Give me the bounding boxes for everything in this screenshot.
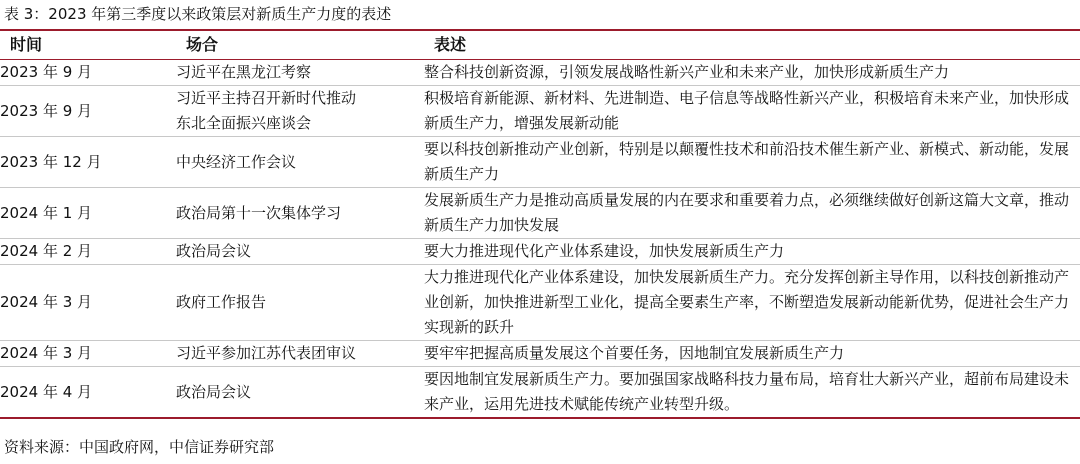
table-header [0,31,1080,60]
cell-desc: 发展新质生产力是推动高质量发展的内在要求和重要着力点，必须继续做好创新这篇大文章，推动新质生产力加快发展 [424,191,1070,234]
cell-place: 政治局会议 [176,382,252,401]
header-time: 时间 [10,35,43,54]
table-row [0,367,1080,419]
cell-time: 2024 年 2 月 [0,242,93,260]
header-desc: 表述 [434,35,467,54]
cell-place: 政府工作报告 [176,293,267,311]
table-row [0,60,1080,86]
cell-time: 2023 年 12 月 [0,152,102,171]
cell-desc: 积极培育新能源、新材料、先进制造、电子信息等战略性新兴产业，积极培育未来产业，加快形成新质生产力，增强发展新动能 [424,89,1070,132]
cell-time: 2023 年 9 月 [0,63,93,81]
cell-desc: 要牢牢把握高质量发展这个首要任务，因地制宜发展新质生产力 [424,344,845,362]
source-note: 资料来源：中国政府网，中信证券研究部 [4,438,275,456]
table-row [0,86,1080,137]
table-row [0,341,1080,367]
cell-place: 习近平参加江苏代表团审议 [176,344,357,362]
header-place: 场合 [186,35,219,54]
cell-desc: 大力推进现代化产业体系建设，加快发展新质生产力。充分发挥创新主导作用，以科技创新推动产业创新，加快推进新型工业化，提高全要素生产率，不断塑造发展新动能新优势，促进社会生产力实现新的跃升 [424,268,1070,336]
cell-place: 政治局第十一次集体学习 [176,203,342,222]
table-row [0,188,1080,239]
cell-time: 2024 年 3 月 [0,344,93,362]
cell-place: 中央经济工作会议 [176,152,297,171]
cell-place: 习近平主持召开新时代推动 东北全面振兴座谈会 [176,89,357,132]
cell-desc: 要因地制宜发展新质生产力。要加强国家战略科技力量布局，培育壮大新兴产业，超前布局建设未来产业，运用先进技术赋能传统产业转型升级。 [424,370,1070,413]
cell-time: 2024 年 1 月 [0,203,93,222]
cell-place: 政治局会议 [176,242,252,260]
policy-table [0,60,1080,419]
cell-time: 2024 年 3 月 [0,293,93,311]
table-caption: 表 3：2023 年第三季度以来政策层对新质生产力度的表述 [4,5,392,23]
cell-desc: 要大力推进现代化产业体系建设，加快发展新质生产力 [424,242,785,260]
table-row [0,265,1080,341]
cell-desc: 整合科技创新资源，引领发展战略性新兴产业和未来产业，加快形成新质生产力 [424,63,950,81]
cell-time: 2023 年 9 月 [0,101,93,120]
table-row [0,239,1080,265]
cell-desc: 要以科技创新推动产业创新，特别是以颠覆性技术和前沿技术催生新产业、新模式、新动能，发展新质生产力 [424,140,1070,183]
table-row [0,137,1080,188]
cell-time: 2024 年 4 月 [0,382,93,401]
cell-place: 习近平在黑龙江考察 [176,63,312,81]
